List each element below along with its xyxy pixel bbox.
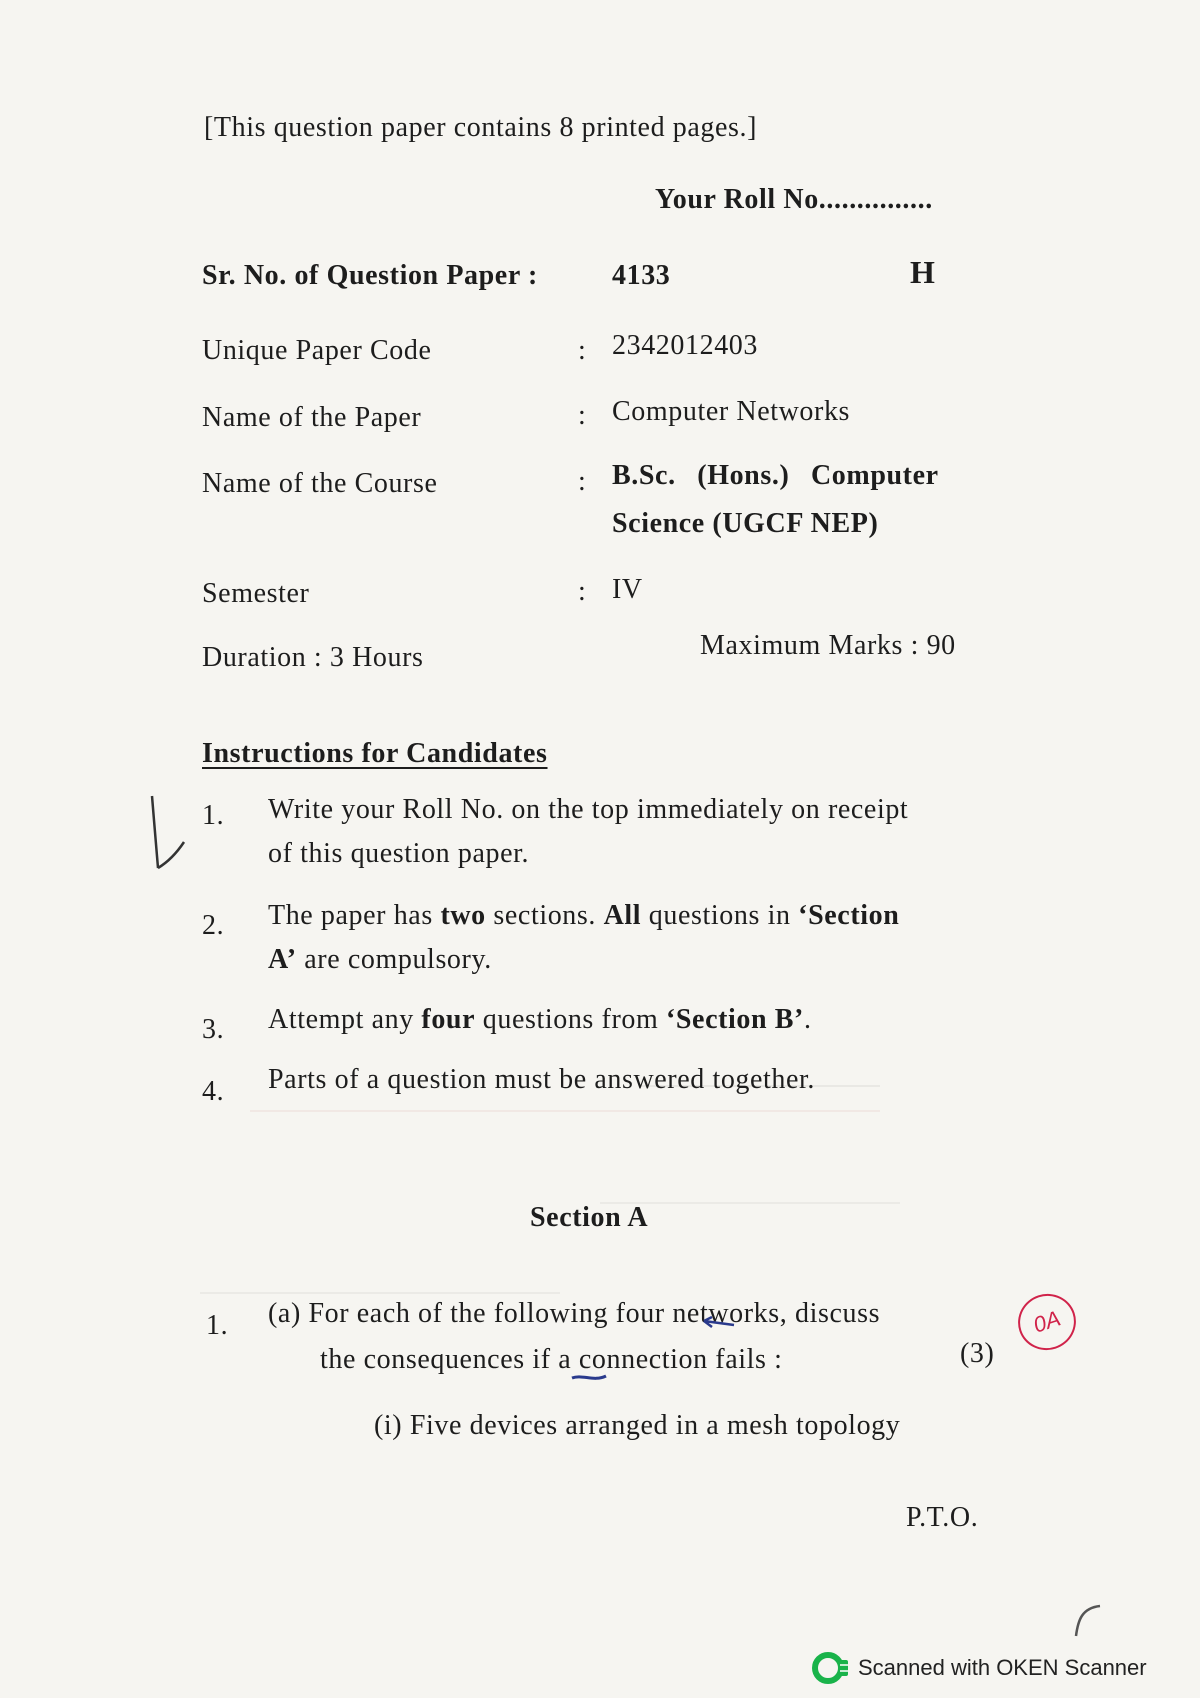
instruction-number: 4. — [202, 1076, 225, 1107]
emphasis: A’ — [268, 944, 297, 975]
set-code: H — [910, 254, 935, 290]
sr-no-label: Sr. No. of Question Paper : — [202, 260, 538, 291]
semester-label: Semester — [202, 578, 310, 609]
oken-scanner-logo-icon — [812, 1650, 850, 1686]
emphasis: two — [440, 900, 486, 931]
pto-label: P.T.O. — [906, 1502, 979, 1533]
pen-check-mark-icon — [120, 790, 210, 880]
instruction-number: 3. — [202, 1014, 225, 1045]
instruction-2-line2 — [268, 944, 492, 976]
bleed-through-mark — [200, 1270, 560, 1294]
roll-no-field: Your Roll No............... — [655, 184, 933, 215]
colon: : — [578, 576, 587, 607]
instruction-1-line1: Write your Roll No. on the top immediately on receipt — [268, 794, 909, 825]
colon: : — [578, 335, 587, 366]
emphasis: ‘Section B’ — [665, 1004, 804, 1035]
text: The paper has — [268, 900, 441, 931]
instruction-1-line2: of this question paper. — [268, 838, 530, 869]
sr-no-value: 4133 — [612, 260, 671, 291]
duration: Duration : 3 Hours — [202, 642, 424, 673]
text: questions from — [475, 1004, 666, 1035]
unique-paper-code-value: 2342012403 — [612, 330, 758, 361]
colon: : — [578, 400, 587, 431]
pen-stroke-mark-icon — [1070, 1600, 1110, 1640]
text: sections. — [485, 900, 604, 931]
red-margin-annotation: 0A — [1011, 1286, 1083, 1357]
instruction-4: Parts of a question must be answered together. — [268, 1064, 816, 1095]
emphasis: ‘Section — [798, 900, 900, 931]
emphasis: All — [603, 900, 642, 931]
instruction-3 — [268, 1004, 812, 1036]
maximum-marks: Maximum Marks : 90 — [700, 630, 956, 661]
course-name-value-line2: Science (UGCF NEP) — [612, 508, 879, 539]
scanner-text: Scanned with OKEN Scanner — [858, 1655, 1147, 1680]
instruction-number: 2. — [202, 910, 225, 941]
course-name-label: Name of the Course — [202, 468, 438, 499]
text: . — [803, 1004, 812, 1035]
question-number: 1. — [206, 1310, 229, 1341]
pen-underline-mark-icon — [570, 1372, 610, 1384]
question-1a-line1: (a) For each of the following four networks, discuss — [268, 1298, 881, 1329]
instruction-2-line1 — [268, 900, 899, 932]
question-1a-marks: (3) — [960, 1338, 995, 1369]
paper-name-label: Name of the Paper — [202, 402, 422, 433]
paper-name-value: Computer Networks — [612, 396, 851, 427]
bleed-through-mark — [600, 1180, 900, 1204]
page-count-note: [This question paper contains 8 printed pages.] — [204, 112, 758, 143]
text: Attempt any — [268, 1004, 422, 1035]
unique-paper-code-label: Unique Paper Code — [202, 335, 432, 366]
instruction-number: 1. — [202, 800, 225, 831]
text: are compulsory. — [296, 944, 492, 975]
course-name-value: B.Sc. (Hons.) Computer — [612, 460, 939, 491]
colon: : — [578, 466, 587, 497]
text: questions in — [641, 900, 799, 931]
instructions-title: Instructions for Candidates — [202, 738, 548, 769]
question-1a-i: (i) Five devices arranged in a mesh topology — [374, 1410, 901, 1441]
semester-value: IV — [612, 574, 643, 605]
scanner-watermark — [812, 1650, 1147, 1686]
pen-arrow-mark-icon — [700, 1315, 740, 1331]
section-a-title: Section A — [530, 1202, 649, 1233]
question-1a-line2: the consequences if a connection fails : — [320, 1344, 783, 1375]
emphasis: four — [421, 1004, 476, 1035]
